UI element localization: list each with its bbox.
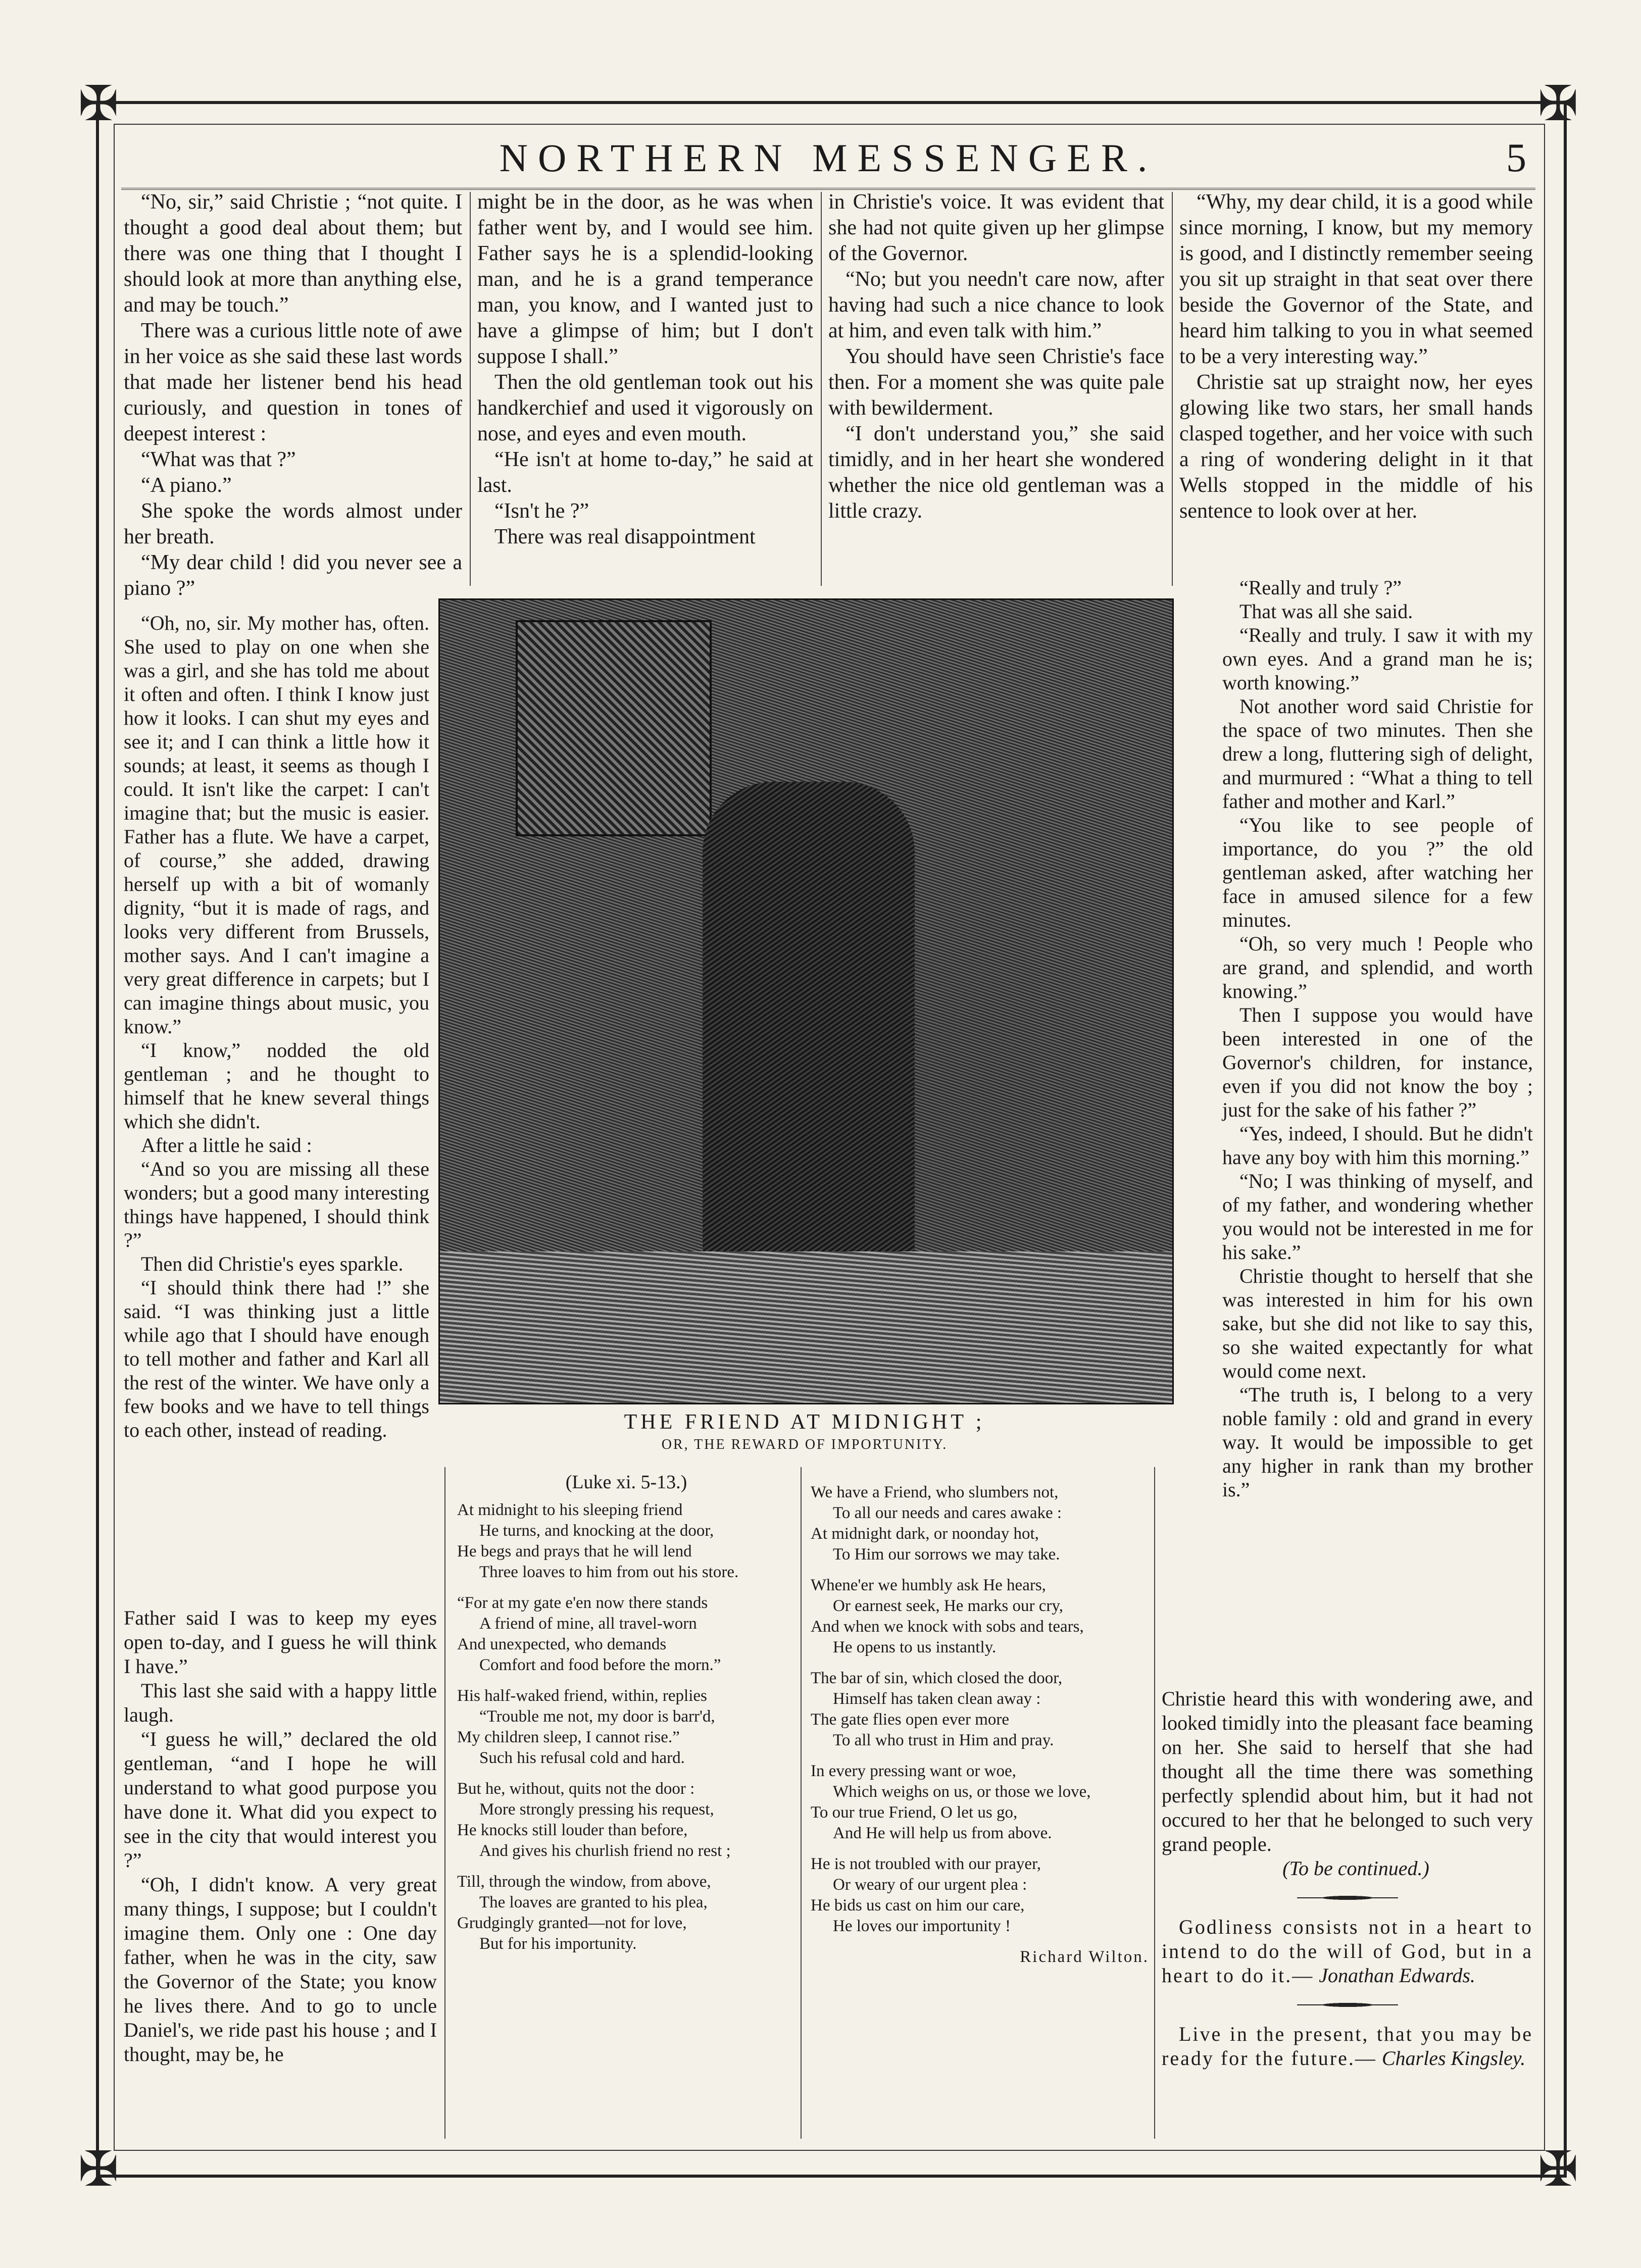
poem-stanza bbox=[811, 1761, 1149, 1844]
paragraph: Not another word said Christie for the space of two minutes. Then she drew a long, fluttering sigh of delight, and murmured : “What a thing to tell father and mother and Karl.” bbox=[1222, 695, 1533, 813]
separator-ornament bbox=[1297, 2001, 1398, 2009]
poem-line: My children sleep, I cannot rise.” bbox=[457, 1728, 680, 1746]
paragraph: “Yes, indeed, I should. But he didn't have any boy with him this morning.” bbox=[1222, 1122, 1533, 1169]
paragraph: There was real disappointment bbox=[494, 525, 756, 548]
poem-line: “For at my gate e'en now there stands bbox=[457, 1594, 708, 1612]
poem-line: He opens to us instantly. bbox=[833, 1638, 997, 1656]
poem-line: And gives his churlish friend no rest ; bbox=[479, 1842, 731, 1860]
poem-line: To Him our sorrows we may take. bbox=[833, 1545, 1060, 1564]
paragraph: “Really and truly ?” bbox=[1239, 576, 1402, 599]
story-column-1-top bbox=[124, 189, 462, 601]
poem-stanza bbox=[457, 1872, 795, 1954]
poem-line: He is not troubled with our prayer, bbox=[811, 1855, 1041, 1873]
story-column-2 bbox=[477, 189, 813, 550]
paragraph: “Oh, I didn't know. A very great many things, I suppose; but I couldn't imagine them. Only one : One day father, when he was in the city, saw the Governor of the State; you know he lives there. And to go to uncle Daniel's, we ride past his house ; and I thought, may be, he bbox=[124, 1873, 437, 2065]
poem-stanza bbox=[457, 1593, 795, 1676]
paragraph: in Christie's voice. It was evident that she had not quite given up her glimpse of the Governor. bbox=[828, 190, 1164, 265]
quote-godliness bbox=[1162, 1915, 1533, 1988]
corner-ornament-bottom-right: ✠ bbox=[1537, 2141, 1579, 2197]
paragraph: Christie heard this with wondering awe, and looked timidly into the pleasant face beaming on her. She said to herself that she had thought all the time there was something perfectly splendid about him, but it had not occured to her that he belonged to such very grand people. bbox=[1162, 1687, 1533, 1855]
paragraph: She spoke the words almost under her breath. bbox=[124, 499, 462, 548]
quote-author: Charles Kingsley. bbox=[1381, 2047, 1526, 2070]
column-rule-3 bbox=[1172, 192, 1173, 586]
paragraph: “I don't understand you,” she said timidly, and in her heart she wondered whether the nice old gentleman was a little crazy. bbox=[828, 422, 1164, 523]
illustration-ground bbox=[440, 1251, 1172, 1403]
column-rule-poem-right bbox=[1154, 1467, 1155, 2139]
poem-line: We have a Friend, who slumbers not, bbox=[811, 1483, 1059, 1501]
paragraph: “You like to see people of importance, do you ?” the old gentleman asked, after watching her face in amused silence for a few minutes. bbox=[1222, 814, 1533, 931]
paragraph: “Really and truly. I saw it with my own eyes. And a grand man he is; worth knowing.” bbox=[1222, 624, 1533, 694]
poem-line: Which weighs on us, or those we love, bbox=[833, 1783, 1091, 1801]
paragraph: “Oh, no, sir. My mother has, often. She used to play on one when she was a girl, and she has told me about it often and often. I think I know just how it looks. I can shut my eyes and see it; and I can think a little how it sounds; at least, it seems as though I could. It isn't like the carpet: I can't imagine that; but the music is easier. Father has a flute. We have a carpet, of course,” she added, drawing herself up with a bit of womanly dignity, “but it is made of rags, and looks very different from Brussels, mother says. And I can't imagine a very great difference in carpets; but I can imagine things about music, you know.” bbox=[124, 612, 429, 1038]
column-rule-2 bbox=[821, 192, 822, 586]
poem-line: To all who trust in Him and pray. bbox=[833, 1731, 1054, 1749]
corner-ornament-bottom-left: ✠ bbox=[78, 2141, 119, 2197]
to-be-continued: (To be continued.) bbox=[1282, 1857, 1429, 1880]
poem-line: He knocks still louder than before, bbox=[457, 1821, 688, 1839]
poem-line: The bar of sin, which closed the door, bbox=[811, 1669, 1063, 1687]
poem-line: To our true Friend, O let us go, bbox=[811, 1803, 1018, 1822]
poem-line: To all our needs and cares awake : bbox=[833, 1504, 1062, 1522]
poem-line: At midnight dark, or noonday hot, bbox=[811, 1525, 1039, 1543]
masthead-title: NORTHERN MESSENGER. bbox=[499, 136, 1158, 180]
paragraph: Then the old gentleman took out his handkerchief and used it vigorously on nose, and eyes and even mouth. bbox=[477, 371, 813, 445]
poem-scripture-reference: (Luke xi. 5-13.) bbox=[565, 1472, 687, 1493]
column-rule-poem-mid bbox=[801, 1467, 802, 2139]
page-number: 5 bbox=[1506, 136, 1526, 180]
quote-live-in-present bbox=[1162, 2022, 1533, 2071]
separator-ornament bbox=[1297, 1894, 1398, 1902]
paragraph: After a little he said : bbox=[141, 1134, 312, 1156]
column-rule-1 bbox=[470, 192, 471, 586]
paragraph: might be in the door, as he was when father went by, and I would see him. Father says he is a splendid-looking man, and he is a grand temperance man, you know, and I wanted just to have a glimpse of him; but I don't suppose I shall.” bbox=[477, 190, 813, 368]
paragraph: “I should think there had !” she said. “I was thinking just a little while ago that I should have enough to tell mother and father and Karl all the rest of the winter. We have only a few books and we have to tell things to each other, instead of reading. bbox=[124, 1276, 429, 1441]
story-column-4-narrow bbox=[1222, 576, 1533, 1501]
paragraph: “A piano.” bbox=[141, 474, 232, 497]
column-rule-poem-left bbox=[444, 1467, 445, 2139]
story-column-3 bbox=[828, 189, 1164, 524]
quote-text: Live in the present, that you may be ready for the future.— bbox=[1162, 2023, 1533, 2070]
poem-line: And He will help us from above. bbox=[833, 1824, 1052, 1842]
poem-line: Whene'er we humbly ask He hears, bbox=[811, 1576, 1046, 1594]
poem-stanza bbox=[811, 1482, 1149, 1565]
poem-right-column bbox=[811, 1482, 1149, 1968]
poem-line: Or earnest seek, He marks our cry, bbox=[833, 1597, 1064, 1615]
poem-line: But for his importunity. bbox=[479, 1935, 637, 1953]
paragraph: “He isn't at home to-day,” he said at last. bbox=[477, 448, 813, 497]
paragraph: “What was that ?” bbox=[141, 448, 296, 471]
poem-line: But he, without, quits not the door : bbox=[457, 1780, 695, 1798]
story-column-1-narrow bbox=[124, 611, 429, 1442]
paragraph: Christie sat up straight now, her eyes glowing like two stars, her small hands clasped together, and her voice with such a ring of wondering delight in it that Wells stopped in the middle of his sentence to look over at her. bbox=[1179, 371, 1533, 523]
poem-line: And unexpected, who demands bbox=[457, 1635, 667, 1653]
poem-line: Three loaves to him from out his store. bbox=[479, 1563, 739, 1581]
poem-line: The gate flies open ever more bbox=[811, 1710, 1010, 1729]
paragraph: “I know,” nodded the old gentleman ; and he thought to himself that he knew several things which she didn't. bbox=[124, 1039, 429, 1133]
paragraph: “Oh, so very much ! People who are grand, and splendid, and worth knowing.” bbox=[1222, 932, 1533, 1002]
engraving-illustration bbox=[438, 598, 1174, 1404]
poem-line: He begs and prays that he will lend bbox=[457, 1542, 692, 1560]
poem-line: He bids us cast on him our care, bbox=[811, 1896, 1025, 1914]
corner-ornament-top-left: ✠ bbox=[78, 75, 119, 132]
poem-line: His half-waked friend, within, replies bbox=[457, 1687, 707, 1705]
illustration-window bbox=[516, 620, 712, 836]
story-column-1-bottom bbox=[124, 1606, 437, 2067]
paragraph: “My dear child ! did you never see a piano ?” bbox=[124, 551, 462, 600]
quote-author: Jonathan Edwards. bbox=[1319, 1964, 1475, 1987]
poem-line: He loves our importunity ! bbox=[833, 1917, 1011, 1935]
paragraph: Then did Christie's eyes sparkle. bbox=[141, 1252, 404, 1275]
paragraph: “The truth is, I belong to a very noble family : old and grand in every way. It would be impossible to get any higher in rank than my brother is.” bbox=[1222, 1383, 1533, 1501]
poem-stanza bbox=[811, 1854, 1149, 1937]
poem-stanza bbox=[811, 1668, 1149, 1751]
poem-stanza bbox=[457, 1779, 795, 1861]
poem-line: Comfort and food before the morn.” bbox=[479, 1656, 721, 1674]
illustration-kneeling-figure bbox=[703, 782, 915, 1277]
poem-stanza bbox=[457, 1500, 795, 1583]
quote-text: Godliness consists not in a heart to intend to do the will of God, but in a heart to do it.— bbox=[1162, 1916, 1533, 1987]
poem-line: At midnight to his sleeping friend bbox=[457, 1501, 683, 1519]
poem-line: Grudgingly granted—not for love, bbox=[457, 1914, 687, 1932]
poem-line: He turns, and knocking at the door, bbox=[479, 1522, 714, 1540]
poem-line: The loaves are granted to his plea, bbox=[479, 1893, 708, 1911]
paragraph: “No; I was thinking of myself, and of my father, and wondering whether you would not be interested in me for his sake.” bbox=[1222, 1170, 1533, 1264]
paragraph: “I guess he will,” declared the old gentleman, “and I hope he will understand to what good purpose you have done it. What did you expect to see in the city that would interest you ?” bbox=[124, 1728, 437, 1872]
story-column-4-top bbox=[1179, 189, 1533, 524]
poem-line: A friend of mine, all travel-worn bbox=[479, 1615, 697, 1633]
poem-stanza bbox=[811, 1575, 1149, 1658]
paragraph: “Isn't he ?” bbox=[494, 499, 589, 523]
paragraph: “No; but you needn't care now, after having had such a nice chance to look at him, and even talk with him.” bbox=[828, 268, 1164, 342]
masthead-bar bbox=[121, 132, 1535, 190]
paragraph: There was a curious little note of awe in her voice as she said these last words that made her listener bend his head curiously, and question in tones of deepest interest : bbox=[124, 319, 462, 445]
paragraph: You should have seen Christie's face then. For a moment she was quite pale with bewilderment. bbox=[828, 345, 1164, 420]
paragraph: This last she said with a happy little laugh. bbox=[124, 1679, 437, 1726]
corner-ornament-top-right: ✠ bbox=[1537, 75, 1579, 132]
poem-line: In every pressing want or woe, bbox=[811, 1762, 1016, 1780]
paragraph: “Why, my dear child, it is a good while since morning, I know, but my memory is good, and I distinctly remember seeing you sit up straight in that seat over there beside the Governor of the State, and heard him talking to you in what seemed to be a very interesting way.” bbox=[1179, 190, 1533, 368]
paragraph: “No, sir,” said Christie ; “not quite. I thought a good deal about them; but there was one thing that I thought I should look at more than anything else, and may be touch.” bbox=[124, 190, 462, 317]
poem-left-column bbox=[457, 1472, 795, 1964]
story-column-4-bottom bbox=[1162, 1687, 1533, 2071]
poem-line: Till, through the window, from above, bbox=[457, 1873, 711, 1891]
poem-line: “Trouble me not, my door is barr'd, bbox=[479, 1707, 715, 1726]
poem-stanza bbox=[457, 1686, 795, 1769]
poem-line: Or weary of our urgent plea : bbox=[833, 1876, 1027, 1894]
poem-line: And when we knock with sobs and tears, bbox=[811, 1618, 1084, 1636]
paragraph: Father said I was to keep my eyes open to-day, and I guess he will think I have.” bbox=[124, 1606, 437, 1678]
paragraph: Christie thought to herself that she was interested in him for his own sake, but she did not like to say this, so she waited expectantly for what would come next. bbox=[1222, 1265, 1533, 1382]
paragraph: “And so you are missing all these wonders; but a good many interesting things have happened, I should think ?” bbox=[124, 1157, 429, 1251]
poem-line: Himself has taken clean away : bbox=[833, 1690, 1041, 1708]
poem-author: Richard Wilton. bbox=[1020, 1948, 1149, 1966]
paragraph: Then I suppose you would have been interested in one of the Governor's children, for instance, even if you did not know the boy ; just for the sake of his father ?” bbox=[1222, 1003, 1533, 1121]
poem-line: More strongly pressing his request, bbox=[479, 1800, 714, 1819]
paragraph: That was all she said. bbox=[1239, 600, 1413, 623]
illustration-caption-title: THE FRIEND AT MIDNIGHT ; bbox=[624, 1410, 985, 1434]
illustration-caption-subtitle: OR, THE REWARD OF IMPORTUNITY. bbox=[661, 1437, 948, 1452]
poem-line: Such his refusal cold and hard. bbox=[479, 1749, 685, 1767]
